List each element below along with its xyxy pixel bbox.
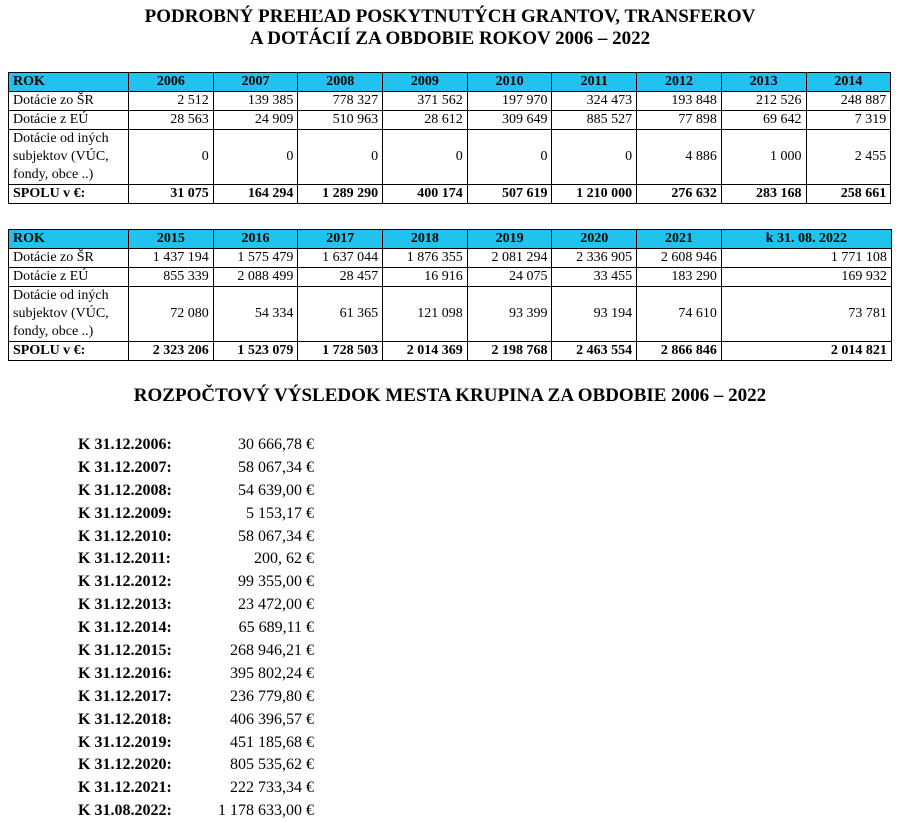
row-label-cell: Dotácie z EÚ	[9, 268, 129, 287]
value-cell: 164 294	[213, 185, 298, 204]
budget-date-label: K 31.12.2016:	[78, 664, 172, 682]
header-row	[9, 73, 891, 92]
value-cell: 93 399	[467, 287, 552, 342]
row-label-cell: Dotácie z EÚ	[9, 111, 129, 130]
value-cell: 1 437 194	[129, 249, 214, 268]
value-cell: 74 610	[637, 287, 722, 342]
budget-amount: 54 639,00 €	[238, 481, 314, 499]
budget-date-label: K 31.12.2013:	[78, 596, 172, 614]
value-cell: 24 075	[467, 268, 552, 287]
budget-amount: 236 779,80 €	[230, 687, 314, 705]
value-cell: 4 886	[637, 130, 722, 185]
value-cell: 72 080	[129, 287, 214, 342]
value-cell: 283 168	[721, 185, 806, 204]
row-label-cell: Dotácie zo ŠR	[9, 249, 129, 268]
value-cell: 28 612	[383, 111, 468, 130]
value-cell: 400 174	[383, 185, 468, 204]
budget-amount: 406 396,57 €	[230, 710, 314, 728]
value-cell: 2011	[552, 73, 637, 92]
value-cell: 2 866 846	[637, 342, 722, 361]
value-cell: 1 000	[721, 130, 806, 185]
value-cell: 2012	[637, 73, 722, 92]
budget-result-row	[78, 480, 314, 503]
value-cell: 2 198 768	[467, 342, 552, 361]
value-cell: 309 649	[467, 111, 552, 130]
value-cell: 2019	[467, 230, 552, 249]
budget-result-row	[78, 800, 314, 823]
budget-result-row	[78, 777, 314, 800]
value-cell: 193 848	[637, 92, 722, 111]
value-cell: 2016	[213, 230, 298, 249]
value-cell: 1 523 079	[213, 342, 298, 361]
value-cell: 54 334	[213, 287, 298, 342]
budget-result-row	[78, 457, 314, 480]
budget-date-label: K 31.12.2009:	[78, 504, 172, 522]
value-cell: 28 563	[129, 111, 214, 130]
value-cell: 1 289 290	[298, 185, 383, 204]
value-cell: 61 365	[298, 287, 383, 342]
value-cell: 2008	[298, 73, 383, 92]
value-cell: 1 876 355	[383, 249, 468, 268]
value-cell: 2 014 369	[383, 342, 468, 361]
value-cell: 7 319	[806, 111, 891, 130]
row-label-cell: SPOLU v €:	[9, 185, 129, 204]
value-cell: 28 457	[298, 268, 383, 287]
budget-date-label: K 31.12.2014:	[78, 619, 172, 637]
total-row	[9, 342, 892, 361]
grants-table-2006-2014	[8, 72, 891, 204]
budget-result-row	[78, 571, 314, 594]
budget-result-row	[78, 732, 314, 755]
row-label-cell: Dotácie od iných subjektov (VÚC, fondy, obce ..)	[9, 130, 129, 185]
value-cell: 33 455	[552, 268, 637, 287]
budget-result-row	[78, 594, 314, 617]
budget-date-label: K 31.12.2007:	[78, 458, 172, 476]
value-cell: 73 781	[721, 287, 891, 342]
value-cell: 212 526	[721, 92, 806, 111]
value-cell: 2017	[298, 230, 383, 249]
budget-amount: 805 535,62 €	[230, 756, 314, 774]
budget-amount: 65 689,11 €	[238, 619, 314, 637]
budget-date-label: K 31.08.2022:	[78, 802, 172, 820]
value-cell: 0	[129, 130, 214, 185]
value-cell: 16 916	[383, 268, 468, 287]
value-cell: 778 327	[298, 92, 383, 111]
budget-date-label: K 31.12.2021:	[78, 779, 172, 797]
budget-result-row	[78, 526, 314, 549]
budget-result-row	[78, 617, 314, 640]
budget-date-label: K 31.12.2006:	[78, 436, 172, 453]
value-cell: 1 210 000	[552, 185, 637, 204]
value-cell: 258 661	[806, 185, 891, 204]
value-cell: 276 632	[637, 185, 722, 204]
value-cell: 139 385	[213, 92, 298, 111]
budget-result-row	[78, 548, 314, 571]
value-cell: 77 898	[637, 111, 722, 130]
value-cell: 197 970	[467, 92, 552, 111]
budget-result-row	[78, 709, 314, 732]
total-row	[9, 185, 891, 204]
row-label-cell: SPOLU v €:	[9, 342, 129, 361]
value-cell: 2018	[383, 230, 468, 249]
budget-result-row	[78, 503, 314, 526]
value-cell: 121 098	[383, 287, 468, 342]
value-cell: 2 512	[129, 92, 214, 111]
row-label-cell: Dotácie od iných subjektov (VÚC, fondy, obce ..)	[9, 287, 129, 342]
value-cell: 855 339	[129, 268, 214, 287]
value-cell: 2 463 554	[552, 342, 637, 361]
budget-amount: 200, 62 €	[254, 550, 314, 568]
value-cell: 169 932	[721, 268, 891, 287]
budget-date-label: K 31.12.2017:	[78, 687, 172, 705]
row-label-cell: Dotácie zo ŠR	[9, 92, 129, 111]
budget-date-label: K 31.12.2010:	[78, 527, 172, 545]
value-cell: 1 771 108	[721, 249, 891, 268]
grants-table-2015-2022	[8, 229, 892, 361]
table-row	[9, 268, 892, 287]
budget-title: ROZPOČTOVÝ VÝSLEDOK MESTA KRUPINA ZA OBDOBIE 2006 – 2022	[133, 385, 767, 406]
budget-amount: 1 178 633,00 €	[218, 802, 314, 820]
document-title	[0, 6, 900, 50]
title-line-1: PODROBNÝ PREHĽAD POSKYTNUTÝCH GRANTOV, TRANSFEROV	[144, 6, 756, 27]
budget-result-row	[78, 434, 314, 457]
value-cell: 183 290	[637, 268, 722, 287]
value-cell: 2 081 294	[467, 249, 552, 268]
value-cell: 2021	[637, 230, 722, 249]
value-cell: 2020	[552, 230, 637, 249]
budget-amount: 58 067,34 €	[238, 527, 314, 545]
value-cell: 2 088 499	[213, 268, 298, 287]
value-cell: 2 323 206	[129, 342, 214, 361]
value-cell: 0	[552, 130, 637, 185]
row-label-cell: ROK	[9, 73, 129, 92]
value-cell: 510 963	[298, 111, 383, 130]
budget-date-label: K 31.12.2008:	[78, 481, 172, 499]
value-cell: 93 194	[552, 287, 637, 342]
value-cell: 31 075	[129, 185, 214, 204]
budget-amount: 30 666,78 €	[238, 436, 314, 453]
row-label-cell: ROK	[9, 230, 129, 249]
budget-amount: 23 472,00 €	[238, 596, 314, 614]
value-cell: 2007	[213, 73, 298, 92]
value-cell: 2006	[129, 73, 214, 92]
budget-date-label: K 31.12.2015:	[78, 642, 172, 660]
budget-amount: 58 067,34 €	[238, 458, 314, 476]
value-cell: 2009	[383, 73, 468, 92]
value-cell: 371 562	[383, 92, 468, 111]
value-cell: 24 909	[213, 111, 298, 130]
budget-result-row	[78, 686, 314, 709]
budget-amount: 99 355,00 €	[238, 573, 314, 591]
budget-amount: 395 802,24 €	[230, 664, 314, 682]
value-cell: 2 455	[806, 130, 891, 185]
value-cell: 507 619	[467, 185, 552, 204]
budget-amount: 451 185,68 €	[230, 733, 314, 751]
budget-date-label: K 31.12.2011:	[78, 550, 171, 568]
value-cell: 248 887	[806, 92, 891, 111]
value-cell: 2 014 821	[721, 342, 891, 361]
value-cell: 1 728 503	[298, 342, 383, 361]
budget-amount: 268 946,21 €	[230, 642, 314, 660]
table-row	[9, 249, 892, 268]
value-cell: 2010	[467, 73, 552, 92]
value-cell: 0	[213, 130, 298, 185]
table-row	[9, 92, 891, 111]
value-cell: 1 637 044	[298, 249, 383, 268]
value-cell: 2 336 905	[552, 249, 637, 268]
table-row	[9, 111, 891, 130]
budget-date-label: K 31.12.2018:	[78, 710, 172, 728]
budget-result-row	[78, 754, 314, 777]
budget-result-row	[78, 663, 314, 686]
table-row	[9, 130, 891, 185]
value-cell: 2013	[721, 73, 806, 92]
value-cell: 2 608 946	[637, 249, 722, 268]
budget-results-list	[78, 434, 314, 823]
budget-date-label: K 31.12.2019:	[78, 733, 172, 751]
table-row	[9, 287, 892, 342]
value-cell: k 31. 08. 2022	[721, 230, 891, 249]
value-cell: 2014	[806, 73, 891, 92]
value-cell: 0	[383, 130, 468, 185]
value-cell: 324 473	[552, 92, 637, 111]
header-row	[9, 230, 892, 249]
value-cell: 69 642	[721, 111, 806, 130]
budget-result-row	[78, 640, 314, 663]
budget-amount: 5 153,17 €	[246, 504, 314, 522]
value-cell: 2015	[129, 230, 214, 249]
value-cell: 885 527	[552, 111, 637, 130]
budget-date-label: K 31.12.2020:	[78, 756, 172, 774]
title-line-2: A DOTÁCIÍ ZA OBDOBIE ROKOV 2006 – 2022	[249, 28, 651, 49]
value-cell: 0	[467, 130, 552, 185]
value-cell: 0	[298, 130, 383, 185]
value-cell: 1 575 479	[213, 249, 298, 268]
budget-date-label: K 31.12.2012:	[78, 573, 172, 591]
budget-amount: 222 733,34 €	[230, 779, 314, 797]
